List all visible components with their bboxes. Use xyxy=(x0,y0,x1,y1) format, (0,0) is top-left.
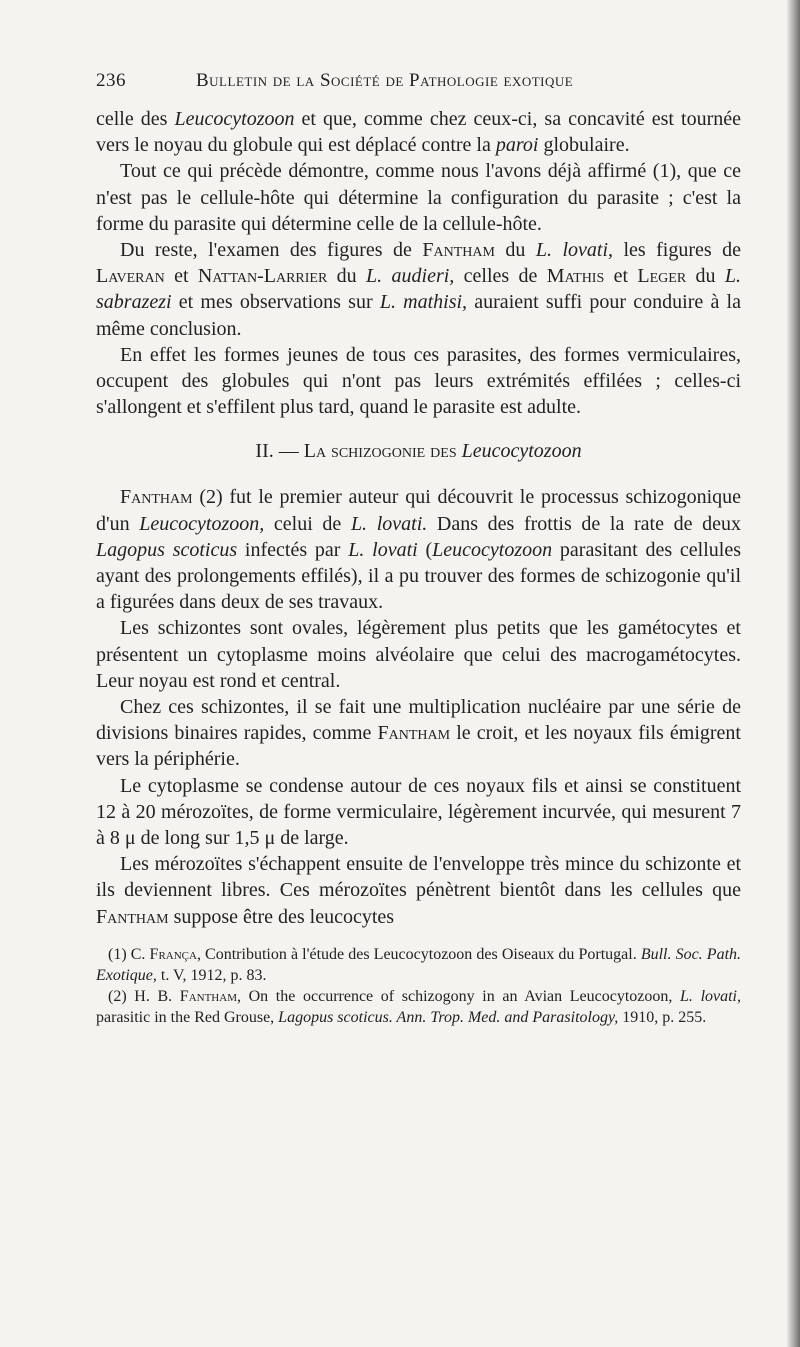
page-number: 236 xyxy=(96,70,126,91)
paragraph-2: Tout ce qui précède démontre, comme nous l'avons déjà affirmé (1), que ce n'est pas le cellule-hôte qui détermine la configuration du parasite ; c'est la forme du parasite qui détermine celle de la cellule-hôte. xyxy=(96,160,741,235)
paragraph-3: Du reste, l'examen des figures de Fantham du L. lovati, les figures de Laveran et Nattan-Larrier du L. audieri, celles de Mathis et Leger du L. sabrazezi et mes observations sur L. mathisi, auraient suffi pour conduire à la même conclusion. xyxy=(96,239,742,340)
running-head xyxy=(96,70,741,106)
footnote-1: (1) C. França, Contribution à l'étude des Leucocytozoon des Oiseaux du Portugal. Bull. Soc. Path. Exotique, t. V, 1912, p. 83. xyxy=(96,945,742,984)
article-body xyxy=(96,106,741,930)
paragraph-7: Chez ces schizontes, il se fait une multiplication nucléaire par une série de divisions binaires rapides, comme Fantham le croit, et les noyaux fils émigrent vers la périphérie. xyxy=(96,696,741,771)
paragraph-5: Fantham (2) fut le premier auteur qui découvrit le processus schizogonique d'un Leucocytozoon, celui de L. lovati. Dans des frottis de la rate de deux Lagopus scoticus infectés par L. lovati (Leucocytozoon parasitant des cellules ayant des prolongements effilés), il a pu trouver des formes de schizogonie qu'il a figurées dans deux de ses travaux. xyxy=(96,486,742,614)
footnotes xyxy=(96,944,741,1028)
paragraph-8: Le cytoplasme se condense autour de ces noyaux fils et ainsi se constituent 12 à 20 mérozoïtes, de forme vermiculaire, légèrement incurvée, qui mesurent 7 à 8 μ de long sur 1,5 μ de large. xyxy=(96,774,741,850)
page xyxy=(96,70,741,1028)
paragraph-1: celle des Leucocytozoon et que, comme chez ceux-ci, sa concavité est tournée vers le noyau du globule qui est déplacé contre la paroi globulaire. xyxy=(96,108,742,157)
footnote-2: (2) H. B. Fantham, On the occurrence of schizogony in an Avian Leucocytozoon, L. lovati, parasitic in the Red Grouse, Lagopus scoticus. Ann. Trop. Med. and Parasitology, 1910, p. 255. xyxy=(96,987,742,1026)
paragraph-6: Les schizontes sont ovales, légèrement plus petits que les gamétocytes et présentent un cytoplasme moins alvéolaire que celui des macrogamétocytes. Leur noyau est rond et central. xyxy=(96,617,741,692)
section-heading: II. — La schizogonie des Leucocytozoon xyxy=(255,440,582,463)
paragraph-9: Les mérozoïtes s'échappent ensuite de l'enveloppe très mince du schizonte et ils deviennent libres. Ces mérozoïtes pénètrent bientôt dans les cellules que Fantham suppose être des leucocytes xyxy=(96,853,741,928)
page-edge-shadow xyxy=(786,0,800,1347)
journal-title: Bulletin de la Société de Pathologie exotique xyxy=(196,70,574,91)
paragraph-4: En effet les formes jeunes de tous ces parasites, des formes vermiculaires, occupent des globules qui n'ont pas leurs extrémités effilées ; celles-ci s'allongent et s'effilent plus tard, quand le parasite est adulte. xyxy=(96,343,741,419)
